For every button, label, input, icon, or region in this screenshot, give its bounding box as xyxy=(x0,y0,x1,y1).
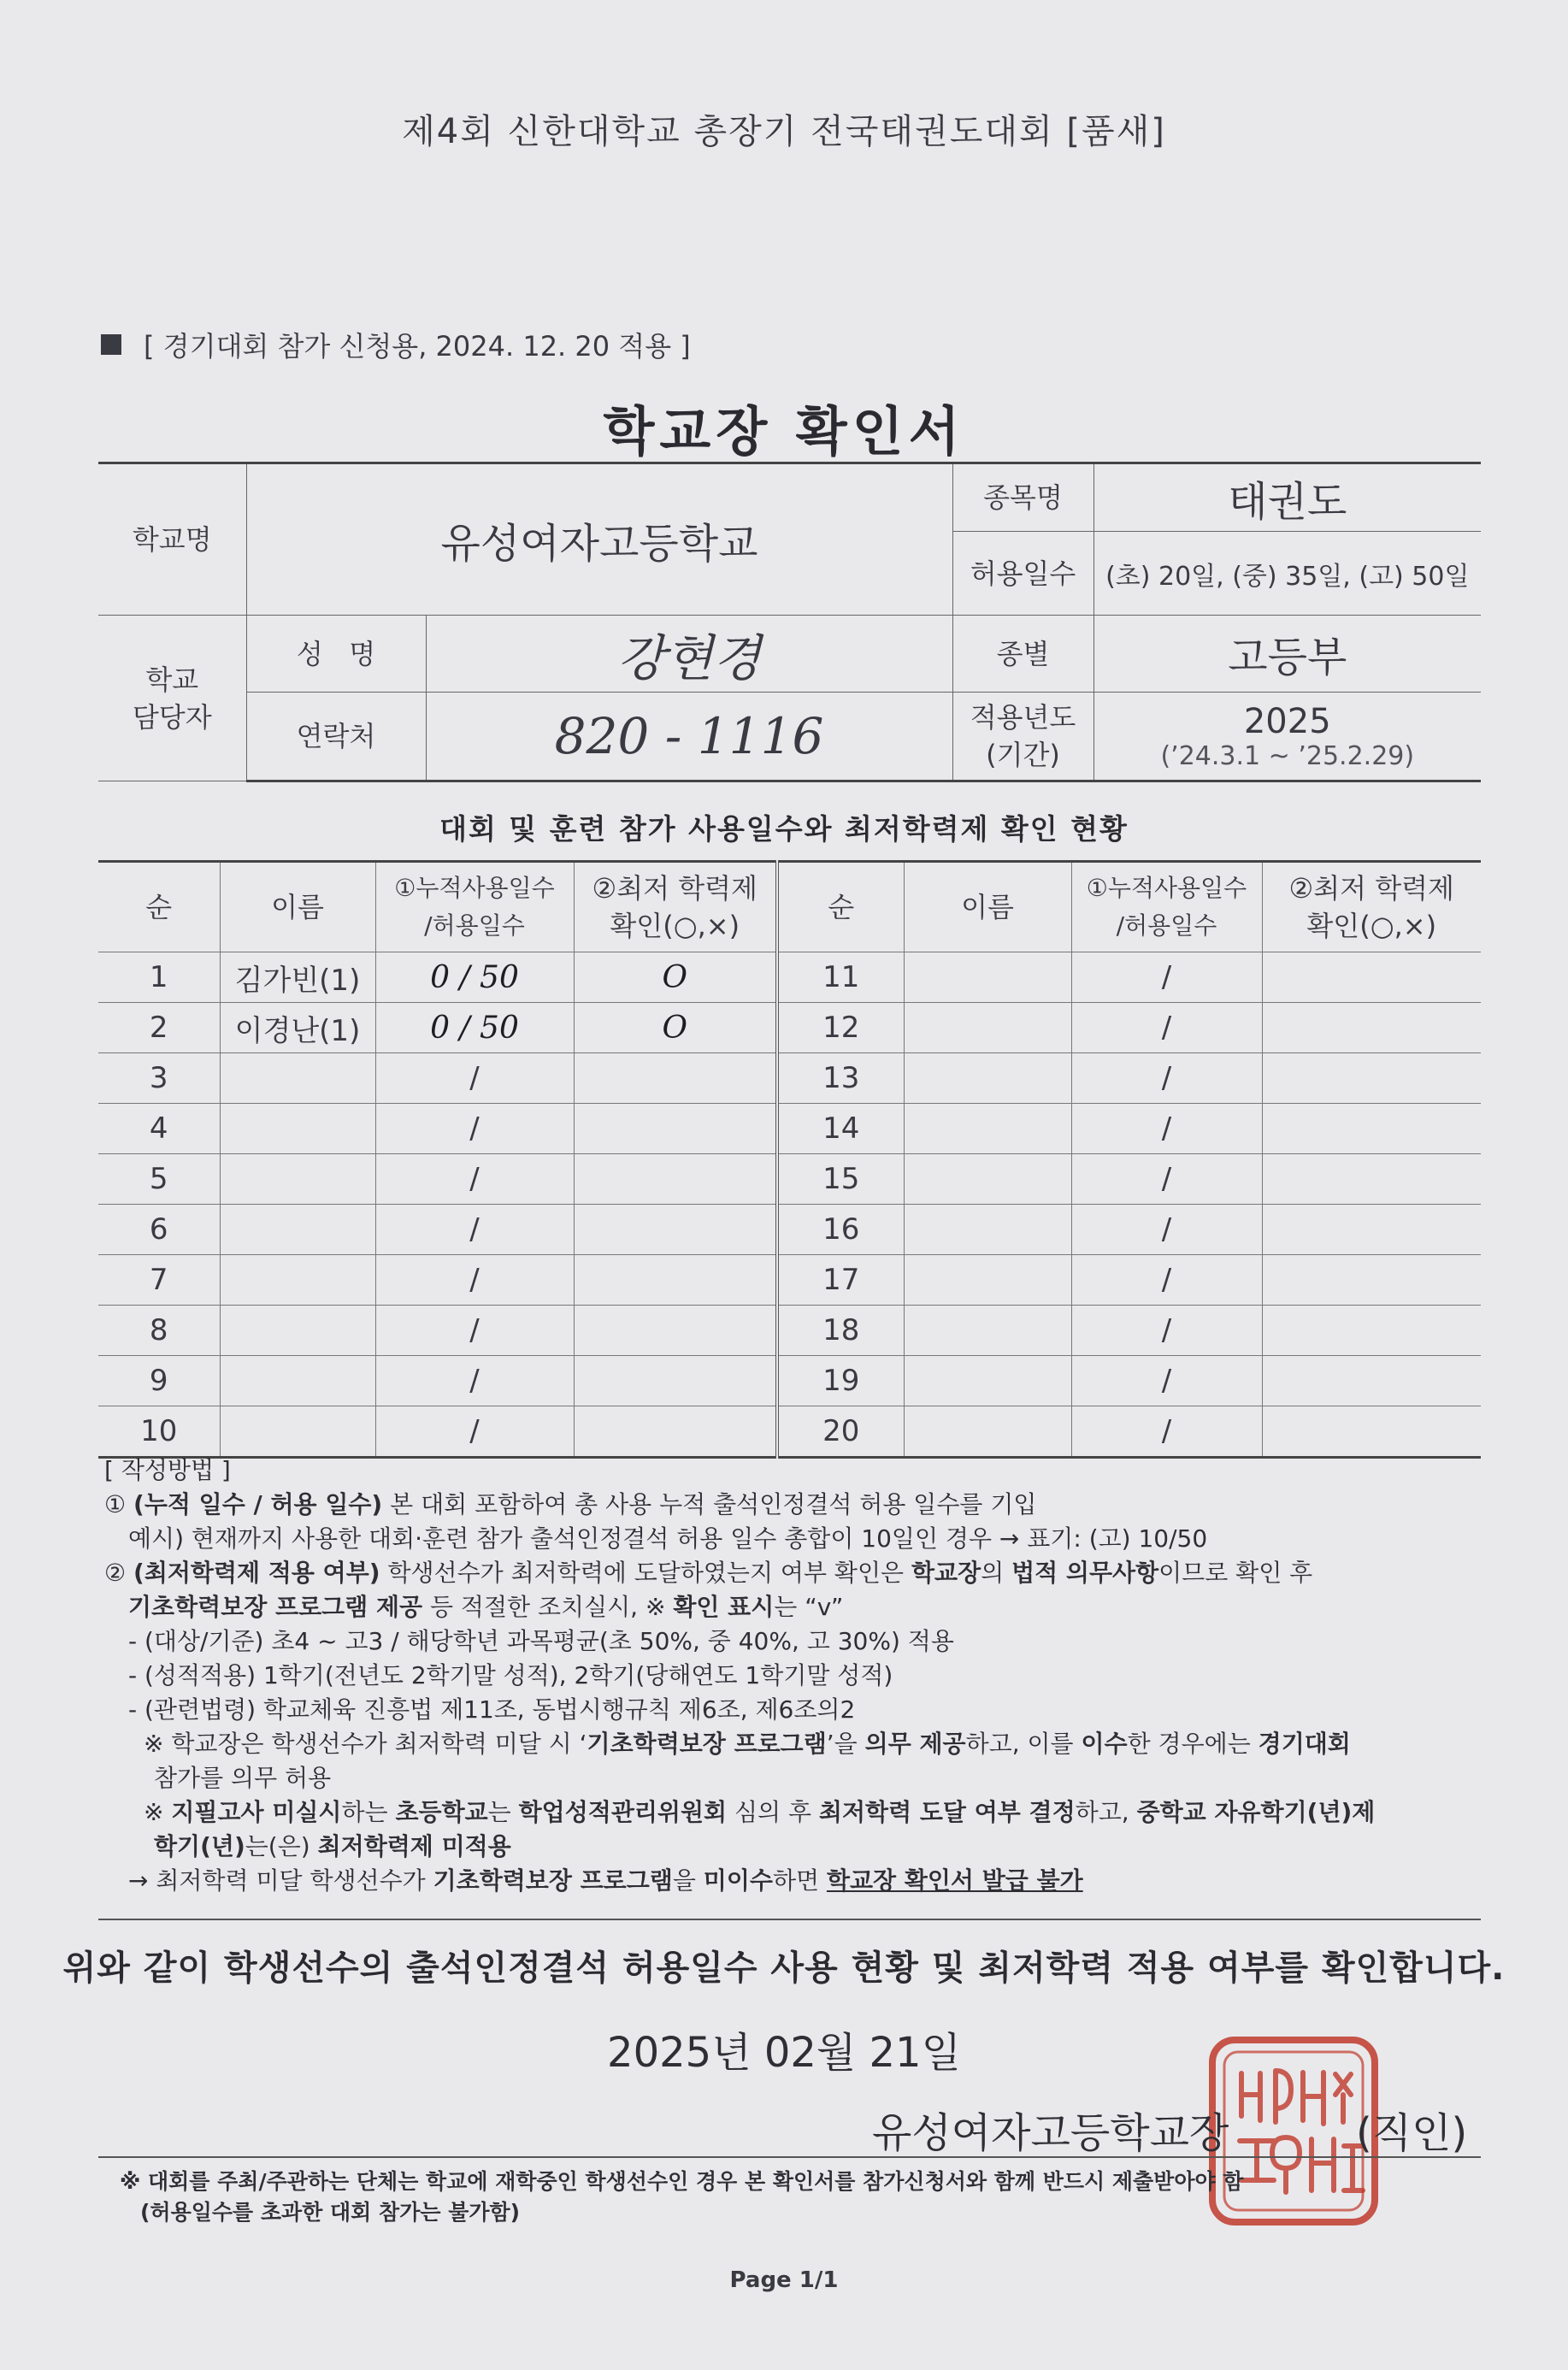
min-grade-check: O xyxy=(574,1003,777,1053)
table-row xyxy=(98,1053,1481,1104)
used-days: / xyxy=(375,1205,574,1255)
student-name: 김가빈(1) xyxy=(220,952,375,1003)
student-name-2 xyxy=(904,1205,1071,1255)
min-grade-check xyxy=(574,1104,777,1154)
student-name xyxy=(220,1306,375,1356)
student-name xyxy=(220,1104,375,1154)
min-grade-check-2 xyxy=(1262,1053,1481,1104)
note-text: [ 경기대회 참가 신청용, 2024. 12. 20 적용 ] xyxy=(144,330,691,363)
used-days-2: / xyxy=(1071,1205,1262,1255)
school-name-label: 학교명 xyxy=(98,463,246,616)
row-number: 7 xyxy=(98,1255,220,1306)
row-number-2: 20 xyxy=(777,1406,904,1458)
footnote-line-2: (허용일수를 초과한 대회 참가는 불가함) xyxy=(140,2200,521,2225)
used-days: / xyxy=(375,1406,574,1458)
table-row xyxy=(98,1255,1481,1306)
row-number: 9 xyxy=(98,1356,220,1406)
year-label: 적용년도 (기간) xyxy=(952,693,1093,781)
event-label: 종목명 xyxy=(952,463,1093,532)
division-label: 종별 xyxy=(952,616,1093,693)
student-name xyxy=(220,1053,375,1104)
row-number: 1 xyxy=(98,952,220,1003)
instruction-note-2: ※ 지필고사 미실시하는 초등학교는 학업성적관리위원회 심의 후 최저학력 도달 여부 결정하고, 중학교 자유학기(년)제 xyxy=(144,1798,1376,1826)
event-value: 태권도 xyxy=(1093,463,1481,532)
student-name xyxy=(220,1255,375,1306)
min-grade-check-2 xyxy=(1262,1205,1481,1255)
student-name xyxy=(220,1356,375,1406)
used-days: / xyxy=(375,1104,574,1154)
header-days: ①누적사용일수 /허용일수 xyxy=(375,862,574,952)
application-note xyxy=(101,325,691,364)
student-name: 이경난(1) xyxy=(220,1003,375,1053)
student-name-2 xyxy=(904,1406,1071,1458)
student-name-2 xyxy=(904,1356,1071,1406)
min-grade-check xyxy=(574,1356,777,1406)
seal-label: (직인) xyxy=(1356,2109,1468,2157)
row-number-2: 15 xyxy=(777,1154,904,1205)
table-row xyxy=(98,1406,1481,1458)
used-days-2: / xyxy=(1071,1356,1262,1406)
divider-bottom xyxy=(98,2156,1481,2158)
student-name xyxy=(220,1406,375,1458)
student-roster-table xyxy=(98,860,1481,1459)
issue-date: 2025년 02월 21일 xyxy=(607,2029,961,2077)
student-name-2 xyxy=(904,1154,1071,1205)
header-days-2: ①누적사용일수 /허용일수 xyxy=(1071,862,1262,952)
allowed-days-label: 허용일수 xyxy=(952,532,1093,616)
divider-top xyxy=(98,1919,1481,1920)
name-label: 성 명 xyxy=(246,616,426,693)
row-number: 6 xyxy=(98,1205,220,1255)
confirmation-statement: 위와 같이 학생선수의 출석인정결석 허용일수 사용 현황 및 최저학력 적용 여부를 확인합니다. xyxy=(62,1948,1506,1988)
section-title: 대회 및 훈련 참가 사용일수와 최저학력제 확인 현황 xyxy=(439,812,1129,846)
instruction-1: ① (누적 일수 / 허용 일수) 본 대회 포함하여 총 사용 누적 출석인정결석 허용 일수를 기입 xyxy=(104,1490,1037,1518)
row-number-2: 11 xyxy=(777,952,904,1003)
student-name xyxy=(220,1154,375,1205)
manager-name-handwritten: 강현경 xyxy=(426,616,952,693)
table-row xyxy=(98,1306,1481,1356)
school-name-value: 유성여자고등학교 xyxy=(246,463,952,616)
row-number-2: 18 xyxy=(777,1306,904,1356)
min-grade-check-2 xyxy=(1262,1255,1481,1306)
year-period: (’24.3.1 ~ ’25.2.29) xyxy=(1160,740,1415,771)
writing-instructions xyxy=(104,1453,1481,1898)
header-check-2: ②최저 학력제 확인(○,×) xyxy=(1262,862,1481,952)
used-days-2: / xyxy=(1071,1406,1262,1458)
min-grade-check-2 xyxy=(1262,952,1481,1003)
square-bullet-icon xyxy=(101,334,121,355)
used-days-2: / xyxy=(1071,1306,1262,1356)
min-grade-check xyxy=(574,1053,777,1104)
min-grade-check xyxy=(574,1406,777,1458)
header-check: ②최저 학력제 확인(○,×) xyxy=(574,862,777,952)
min-grade-check-2 xyxy=(1262,1104,1481,1154)
student-name-2 xyxy=(904,1003,1071,1053)
header-no-2: 순 xyxy=(777,862,904,952)
row-number-2: 19 xyxy=(777,1356,904,1406)
table-row xyxy=(98,1205,1481,1255)
manager-label: 학교 담당자 xyxy=(98,616,246,781)
table-row xyxy=(98,1154,1481,1205)
min-grade-check xyxy=(574,1255,777,1306)
instruction-note-1: ※ 학교장은 학생선수가 최저학력 미달 시 ‘기초학력보장 프로그램’을 의무 제공하고, 이를 이수한 경우에는 경기대회 xyxy=(144,1730,1351,1758)
used-days-2: / xyxy=(1071,1053,1262,1104)
row-number-2: 13 xyxy=(777,1053,904,1104)
used-days: 0 / 50 xyxy=(375,1003,574,1053)
used-days-2: / xyxy=(1071,1003,1262,1053)
year-value: 2025 xyxy=(1243,701,1331,741)
row-number: 10 xyxy=(98,1406,220,1458)
instruction-note-1-cont: 참가를 의무 허용 xyxy=(154,1764,332,1792)
min-grade-check-2 xyxy=(1262,1406,1481,1458)
table-row xyxy=(98,1356,1481,1406)
used-days: / xyxy=(375,1306,574,1356)
min-grade-check-2 xyxy=(1262,1356,1481,1406)
used-days: / xyxy=(375,1154,574,1205)
used-days: / xyxy=(375,1053,574,1104)
instruction-law: - (관련법령) 학교체육 진흥법 제11조, 동법시행규칙 제6조, 제6조의2 xyxy=(128,1695,856,1724)
min-grade-check xyxy=(574,1306,777,1356)
used-days: 0 / 50 xyxy=(375,952,574,1003)
used-days-2: / xyxy=(1071,1255,1262,1306)
row-number-2: 12 xyxy=(777,1003,904,1053)
page-number: Page 1/1 xyxy=(729,2267,839,2293)
contact-label: 연락처 xyxy=(246,693,426,781)
division-value: 고등부 xyxy=(1093,616,1481,693)
row-number: 4 xyxy=(98,1104,220,1154)
student-name-2 xyxy=(904,1104,1071,1154)
event-title: 제4회 신한대학교 총장기 전국태권도대회 [품새] xyxy=(402,112,1166,151)
student-name xyxy=(220,1205,375,1255)
student-name-2 xyxy=(904,952,1071,1003)
min-grade-check xyxy=(574,1205,777,1255)
used-days-2: / xyxy=(1071,1154,1262,1205)
header-no: 순 xyxy=(98,862,220,952)
min-grade-check-2 xyxy=(1262,1154,1481,1205)
row-number: 5 xyxy=(98,1154,220,1205)
student-name-2 xyxy=(904,1306,1071,1356)
instructions-title: [ 작성방법 ] xyxy=(104,1456,231,1484)
document-title: 학교장 확인서 xyxy=(603,400,965,463)
contact-handwritten: 820 - 1116 xyxy=(426,693,952,781)
instruction-grades: - (성적적용) 1학기(전년도 2학기말 성적), 2학기(당해연도 1학기말 성적) xyxy=(128,1661,893,1689)
row-number-2: 16 xyxy=(777,1205,904,1255)
min-grade-check: O xyxy=(574,952,777,1003)
min-grade-check-2 xyxy=(1262,1306,1481,1356)
min-grade-check xyxy=(574,1154,777,1205)
used-days-2: / xyxy=(1071,1104,1262,1154)
year-cell xyxy=(1093,693,1481,781)
table-row xyxy=(98,1003,1481,1053)
instruction-note-2-cont: 학기(년)는(은) 최저학력제 미적용 xyxy=(154,1832,511,1860)
instruction-1-example: 예시) 현재까지 사용한 대회·훈련 참가 출석인정결석 허용 일수 총합이 10일인 경우 → 표기: (고) 10/50 xyxy=(128,1524,1208,1553)
instruction-target: - (대상/기준) 초4 ~ 고3 / 해당학년 과목평균(초 50%, 중 40%, 고 30%) 적용 xyxy=(128,1627,954,1655)
instruction-2-cont: 기초학력보장 프로그램 제공 등 적절한 조치실시, ※ 확인 표시는 “v” xyxy=(128,1593,844,1621)
row-number: 2 xyxy=(98,1003,220,1053)
footnote-line-1: ※ 대회를 주최/주관하는 단체는 학교에 재학중인 학생선수인 경우 본 확인서를 참가신청서와 함께 반드시 제출받아야 함 xyxy=(120,2169,1244,2194)
header-name-2: 이름 xyxy=(904,862,1071,952)
row-number-2: 17 xyxy=(777,1255,904,1306)
header-name: 이름 xyxy=(220,862,375,952)
row-number: 3 xyxy=(98,1053,220,1104)
used-days: / xyxy=(375,1255,574,1306)
school-info-table xyxy=(98,462,1481,782)
student-name-2 xyxy=(904,1255,1071,1306)
allowed-days-value: (초) 20일, (중) 35일, (고) 50일 xyxy=(1093,532,1481,616)
instruction-warning: → 최저학력 미달 학생선수가 기초학력보장 프로그램을 미이수하면 학교장 확인서 발급 불가 xyxy=(128,1866,1083,1895)
row-number-2: 14 xyxy=(777,1104,904,1154)
min-grade-check-2 xyxy=(1262,1003,1481,1053)
table-row xyxy=(98,952,1481,1003)
student-name-2 xyxy=(904,1053,1071,1104)
footnote xyxy=(120,2167,1471,2228)
used-days: / xyxy=(375,1356,574,1406)
principal-signature-line: 유성여자고등학교장 xyxy=(872,2109,1229,2157)
row-number: 8 xyxy=(98,1306,220,1356)
used-days-2: / xyxy=(1071,952,1262,1003)
instruction-2: ② (최저학력제 적용 여부) 학생선수가 최저학력에 도달하였는지 여부 확인은 학교장의 법적 의무사항이므로 확인 후 xyxy=(104,1559,1313,1587)
table-row xyxy=(98,1104,1481,1154)
